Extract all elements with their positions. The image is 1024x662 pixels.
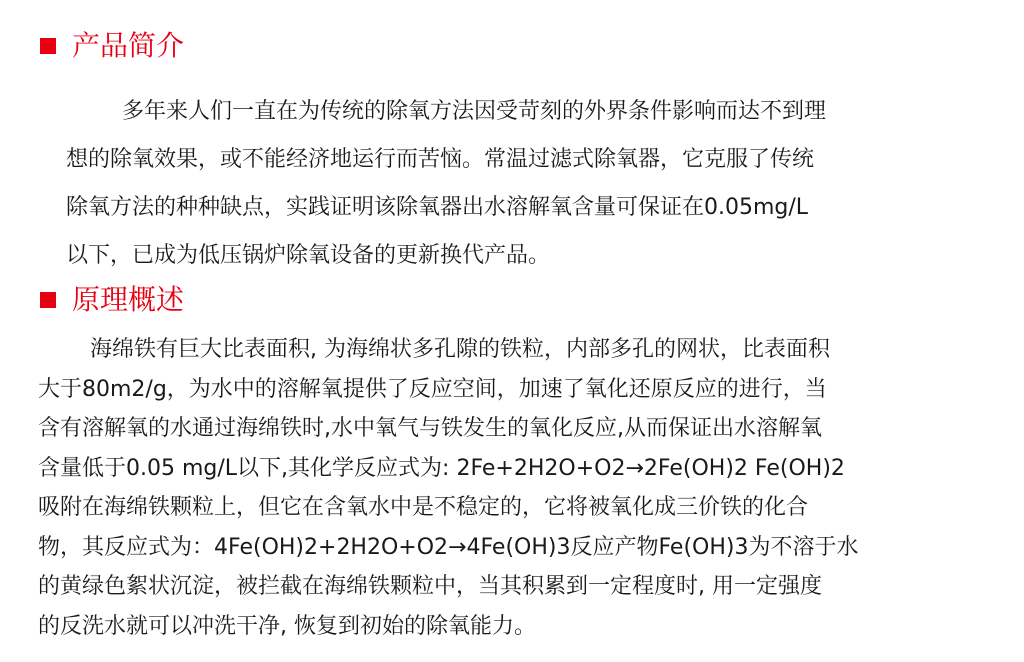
section-heading-principle <box>40 280 184 320</box>
principle-line-2: 大于80m2/g，为水中的溶解氧提供了反应空间，加速了氧化还原反应的进行，当 <box>38 376 827 402</box>
section-heading-intro <box>40 26 184 66</box>
intro-line-4: 以下，已成为低压锅炉除氧设备的更新换代产品。 <box>66 243 551 268</box>
principle-line-1: 海绵铁有巨大比表面积, 为海绵状多孔隙的铁粒，内部多孔的网状，比表面积 <box>90 337 830 362</box>
principle-paragraph <box>38 330 988 646</box>
intro-line-2: 想的除氧效果，或不能经济地运行而苦恼。常温过滤式除氧器，它克服了传统 <box>66 147 815 172</box>
section-title-intro: 产品简介 <box>72 29 185 62</box>
intro-paragraph <box>66 88 966 280</box>
principle-line-4: 含量低于0.05 mg/L以下,其化学反应式为: 2Fe+2H2O+O2→2Fe(OH)2 Fe(OH)2 <box>38 455 845 481</box>
red-square-icon <box>40 38 56 54</box>
section-title-principle: 原理概述 <box>72 283 185 316</box>
principle-line-3: 含有溶解氧的水通过海绵铁时,水中氧气与铁发生的氧化反应,从而保证出水溶解氧 <box>38 416 822 441</box>
principle-line-5: 吸附在海绵铁颗粒上，但它在含氧水中是不稳定的，它将被氧化成三价铁的化合 <box>38 495 809 520</box>
principle-line-6: 物，其反应式为：4Fe(OH)2+2H2O+O2→4Fe(OH)3反应产物Fe(OH)3为不溶于水 <box>38 534 859 560</box>
intro-line-3: 除氧方法的种种缺点，实践证明该除氧器出水溶解氧含量可保证在0.05mg/L <box>66 195 809 220</box>
red-square-icon <box>40 292 56 308</box>
principle-line-8: 的反洗水就可以冲洗干净, 恢复到初始的除氧能力。 <box>38 613 536 639</box>
principle-line-7: 的黄绿色絮状沉淀，被拦截在海绵铁颗粒中，当其积累到一定程度时, 用一定强度 <box>38 574 822 599</box>
intro-line-1: 多年来人们一直在为传统的除氧方法因受苛刻的外界条件影响而达不到理 <box>122 99 827 124</box>
